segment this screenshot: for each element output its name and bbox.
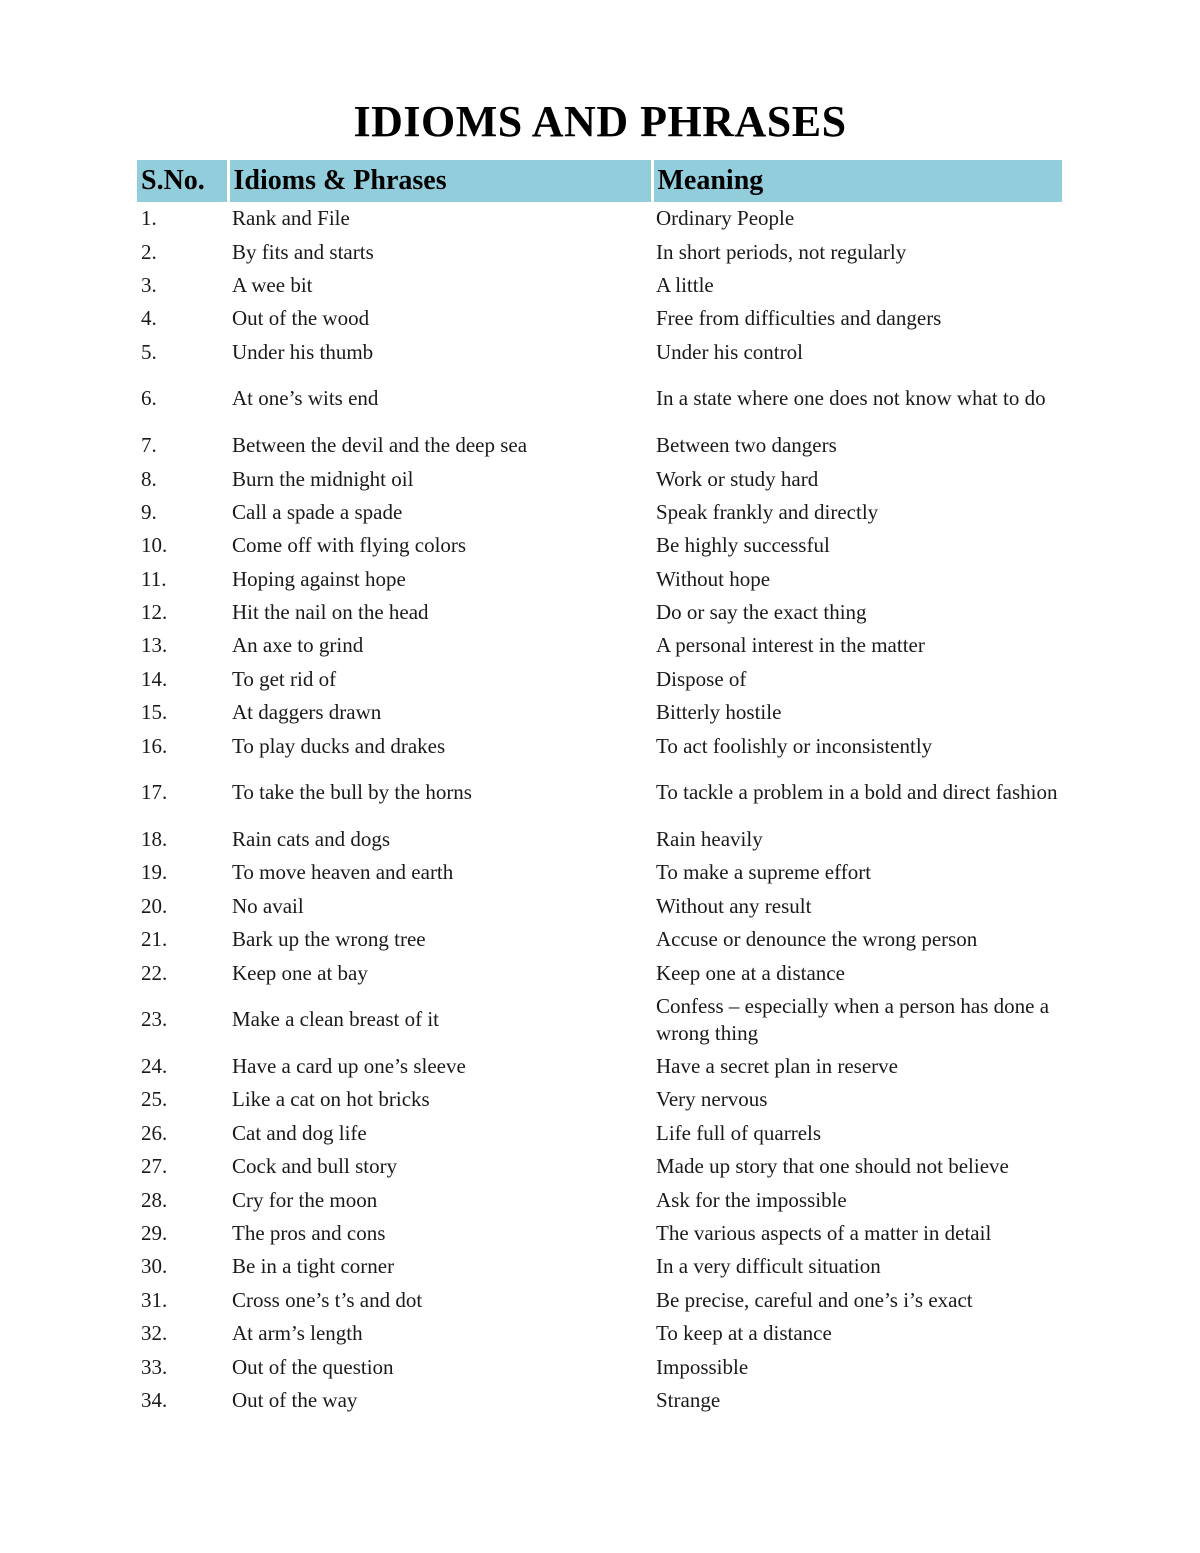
- table-row: [137, 663, 1062, 696]
- cell-meaning: Confess – especially when a person has done a wrong thing: [656, 993, 1050, 1045]
- cell-idiom: Keep one at bay: [232, 960, 368, 985]
- cell-idiom: To play ducks and drakes: [232, 733, 446, 758]
- cell-serial-number: 1.: [141, 206, 157, 231]
- table-row: [137, 696, 1062, 729]
- table-row: [137, 462, 1062, 495]
- cell-serial-number: 25.: [141, 1087, 168, 1112]
- table-row: [137, 1150, 1062, 1183]
- cell-serial-number: 27.: [141, 1154, 168, 1179]
- cell-meaning: To act foolishly or inconsistently: [656, 733, 933, 758]
- table-row: [137, 1284, 1062, 1317]
- table-row: [137, 990, 1062, 1050]
- cell-meaning: To make a supreme effort: [656, 860, 872, 885]
- table-body: [137, 202, 1062, 1417]
- cell-serial-number: 5.: [141, 339, 157, 364]
- cell-idiom: To get rid of: [232, 666, 337, 691]
- cell-serial-number: 12.: [141, 600, 168, 625]
- cell-idiom: Be in a tight corner: [232, 1254, 395, 1279]
- cell-meaning: Be highly successful: [656, 533, 830, 558]
- cell-meaning: Have a secret plan in reserve: [656, 1054, 898, 1078]
- cell-idiom: Rank and File: [232, 206, 350, 231]
- cell-serial-number: 3.: [141, 272, 157, 297]
- cell-idiom: Between the devil and the deep sea: [232, 433, 528, 458]
- table-row: [137, 856, 1062, 889]
- cell-idiom: An axe to grind: [232, 633, 364, 658]
- cell-meaning: In a very difficult situation: [656, 1254, 881, 1279]
- cell-idiom: Hit the nail on the head: [232, 600, 429, 625]
- cell-meaning: Rain heavily: [656, 827, 763, 852]
- cell-meaning: Free from difficulties and dangers: [656, 306, 942, 331]
- cell-idiom: Cat and dog life: [232, 1120, 367, 1145]
- cell-serial-number: 4.: [141, 306, 157, 331]
- cell-serial-number: 30.: [141, 1254, 168, 1279]
- cell-serial-number: 22.: [141, 960, 168, 985]
- cell-serial-number: 18.: [141, 827, 168, 852]
- cell-idiom: Hoping against hope: [232, 566, 406, 591]
- cell-serial-number: 16.: [141, 733, 168, 758]
- document-title: IDIOMS AND PHRASES: [353, 97, 847, 146]
- cell-meaning: A little: [656, 272, 714, 297]
- header-meaning: Meaning: [652, 160, 1062, 202]
- header-idioms-phrases: Idioms & Phrases: [228, 160, 652, 202]
- table-row: [137, 563, 1062, 596]
- cell-meaning: The various aspects of a matter in detail: [656, 1220, 992, 1245]
- cell-idiom: Out of the way: [232, 1387, 358, 1412]
- cell-meaning: Speak frankly and directly: [656, 499, 879, 524]
- table-row: [137, 1350, 1062, 1383]
- cell-idiom: Rain cats and dogs: [232, 827, 391, 852]
- cell-meaning: Keep one at a distance: [656, 960, 845, 985]
- table-row: [137, 596, 1062, 629]
- cell-serial-number: 29.: [141, 1220, 168, 1245]
- table-row: [137, 1083, 1062, 1116]
- table-row: [137, 496, 1062, 529]
- table-header-row: [137, 160, 1062, 202]
- cell-idiom: By fits and starts: [232, 239, 374, 264]
- cell-idiom: At arm’s length: [232, 1321, 363, 1346]
- cell-meaning: In short periods, not regularly: [656, 239, 907, 264]
- cell-meaning: Ordinary People: [656, 206, 795, 231]
- cell-meaning: Without any result: [656, 893, 812, 918]
- table-row: [137, 235, 1062, 268]
- table-row: [137, 956, 1062, 989]
- cell-serial-number: 10.: [141, 533, 168, 558]
- cell-serial-number: 7.: [141, 433, 157, 458]
- cell-serial-number: 11.: [141, 566, 167, 591]
- table-row: [137, 890, 1062, 923]
- cell-serial-number: 13.: [141, 633, 168, 658]
- cell-idiom: Come off with flying colors: [232, 533, 467, 558]
- cell-meaning: Without hope: [656, 566, 771, 591]
- cell-idiom: A wee bit: [232, 272, 313, 297]
- cell-serial-number: 32.: [141, 1321, 168, 1346]
- cell-idiom: The pros and cons: [232, 1220, 386, 1245]
- cell-idiom: To take the bull by the horns: [232, 780, 472, 805]
- table-row: [137, 202, 1062, 235]
- cell-meaning: Be precise, careful and one’s i’s exact: [656, 1287, 973, 1312]
- cell-idiom: At daggers drawn: [232, 700, 382, 725]
- cell-idiom: Cross one’s t’s and dot: [232, 1287, 423, 1312]
- cell-serial-number: 15.: [141, 700, 168, 725]
- cell-meaning: Between two dangers: [656, 433, 837, 458]
- cell-meaning: To keep at a distance: [656, 1321, 832, 1346]
- table-row: [137, 429, 1062, 462]
- cell-idiom: To move heaven and earth: [232, 860, 454, 885]
- cell-idiom: Call a spade a spade: [232, 499, 403, 524]
- cell-serial-number: 34.: [141, 1387, 168, 1412]
- cell-serial-number: 14.: [141, 666, 168, 691]
- cell-serial-number: 17.: [141, 780, 168, 805]
- cell-meaning: Dispose of: [656, 666, 747, 691]
- cell-meaning: Work or study hard: [656, 466, 819, 491]
- table-row: [137, 1050, 1062, 1083]
- cell-meaning: Very nervous: [656, 1087, 768, 1112]
- cell-idiom: Bark up the wrong tree: [232, 927, 426, 952]
- cell-idiom: Cock and bull story: [232, 1154, 398, 1179]
- table-row: [137, 1117, 1062, 1150]
- cell-meaning: Life full of quarrels: [656, 1120, 822, 1145]
- table-row: [137, 302, 1062, 335]
- table-row: [137, 763, 1062, 823]
- cell-idiom: At one’s wits end: [232, 386, 379, 411]
- cell-serial-number: 23.: [141, 1007, 168, 1032]
- idioms-table: [137, 160, 1062, 1417]
- cell-idiom: Burn the midnight oil: [232, 466, 414, 491]
- table-row: [137, 1250, 1062, 1283]
- cell-meaning: Strange: [656, 1387, 721, 1412]
- cell-serial-number: 21.: [141, 927, 168, 952]
- cell-meaning: Accuse or denounce the wrong person: [656, 927, 978, 952]
- table-row: [137, 729, 1062, 762]
- cell-meaning: Impossible: [656, 1354, 749, 1379]
- cell-idiom: Out of the wood: [232, 306, 370, 331]
- cell-idiom: Have a card up one’s sleeve: [232, 1054, 466, 1078]
- table-row: [137, 1384, 1062, 1417]
- cell-idiom: Make a clean breast of it: [232, 1007, 439, 1032]
- table-row: [137, 269, 1062, 302]
- cell-meaning: Ask for the impossible: [656, 1187, 847, 1212]
- table-row: [137, 629, 1062, 662]
- cell-serial-number: 9.: [141, 499, 157, 524]
- table-row: [137, 1183, 1062, 1216]
- table-row: [137, 823, 1062, 856]
- cell-serial-number: 24.: [141, 1054, 168, 1078]
- cell-meaning: Bitterly hostile: [656, 700, 782, 725]
- header-serial-number: S.No.: [137, 160, 228, 202]
- cell-meaning: To tackle a problem in a bold and direct fashion: [656, 780, 1058, 805]
- table-row: [137, 369, 1062, 429]
- cell-idiom: No avail: [232, 893, 304, 918]
- cell-serial-number: 26.: [141, 1120, 168, 1145]
- table-row: [137, 529, 1062, 562]
- cell-meaning: Under his control: [656, 339, 803, 364]
- cell-idiom: Cry for the moon: [232, 1187, 378, 1212]
- cell-serial-number: 20.: [141, 893, 168, 918]
- cell-idiom: Like a cat on hot bricks: [232, 1087, 430, 1112]
- cell-serial-number: 2.: [141, 239, 157, 264]
- table-row: [137, 1217, 1062, 1250]
- cell-meaning: Do or say the exact thing: [656, 600, 867, 625]
- cell-idiom: Out of the question: [232, 1354, 394, 1379]
- cell-serial-number: 8.: [141, 466, 157, 491]
- cell-serial-number: 6.: [141, 386, 157, 411]
- cell-serial-number: 19.: [141, 860, 168, 885]
- cell-serial-number: 31.: [141, 1287, 168, 1312]
- cell-meaning: Made up story that one should not believe: [656, 1154, 1009, 1179]
- cell-meaning: In a state where one does not know what to do: [656, 386, 1046, 411]
- table-row: [137, 336, 1062, 369]
- cell-meaning: A personal interest in the matter: [656, 633, 925, 658]
- cell-serial-number: 33.: [141, 1354, 168, 1379]
- table-row: [137, 923, 1062, 956]
- cell-serial-number: 28.: [141, 1187, 168, 1212]
- table-row: [137, 1317, 1062, 1350]
- cell-idiom: Under his thumb: [232, 339, 374, 364]
